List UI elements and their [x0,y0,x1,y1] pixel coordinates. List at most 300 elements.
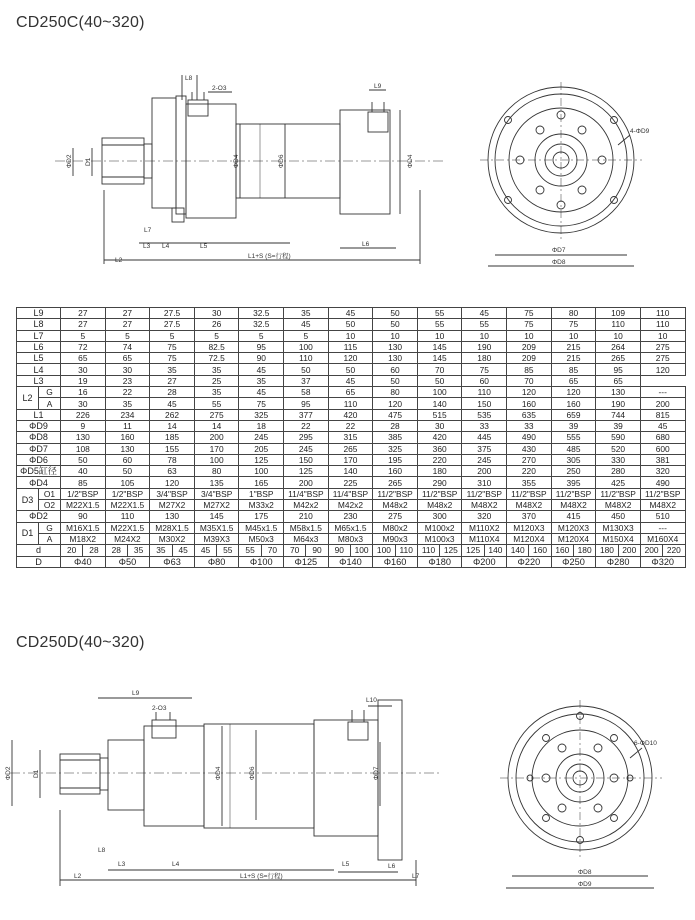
table-cell: 35 [150,545,172,556]
table-cell: 30 [105,364,150,375]
dim-d2: ΦD2 [5,766,12,780]
table-cell: 35 [239,375,284,386]
table-cell: 11/2"BSP [373,488,418,499]
table-cell: 120 [507,387,552,398]
table-cell: 115 [328,341,373,352]
table-cell: 180 [462,353,507,364]
table-cell: 25 [194,375,239,386]
table-cell: 110 [462,387,507,398]
table-cell: 50 [373,308,418,319]
table-cell: 180 [573,545,595,556]
table-cell: 381 [640,454,685,465]
table-cell: Φ220 [507,556,552,567]
table-cell: 200 [194,432,239,443]
table-cell: 45 [150,398,195,409]
table-row [17,477,686,488]
dim-l8: L8 [185,75,193,82]
table-cell: 35 [127,545,149,556]
table-cell: 125 [440,545,462,556]
table-cell: 30 [417,420,462,431]
table-cell: 555 [551,432,596,443]
table-cell: 18 [239,420,284,431]
table-cell: 65 [551,375,596,386]
table-cell: 209 [507,353,552,364]
table-cell: 11/2"BSP [640,488,685,499]
table-cell: 27 [105,308,150,319]
table-cell: 95 [284,398,329,409]
table-cell: M80x2 [373,522,418,533]
table-cell: 78 [150,454,195,465]
table-cell: 75 [462,364,507,375]
table-cell: 659 [551,409,596,420]
table-cell: 430 [507,443,552,454]
dim-l8: L8 [98,847,106,854]
table-cell: M64x3 [284,533,329,544]
table-cell: 250 [551,466,596,477]
table-cell: 10 [417,330,462,341]
dim-l10: L10 [366,697,377,704]
table-cell: M27X2 [150,500,195,511]
table-cell: 32.5 [239,319,284,330]
table-cell: 10 [373,330,418,341]
dim-d2: ΦD2 [66,154,73,168]
table-cell: 70 [261,545,283,556]
table-cell: M22X1.5 [61,500,106,511]
spec-table [16,307,686,568]
table-cell: 90 [328,545,350,556]
table-cell: 65 [596,375,641,386]
table-cell: 30 [61,398,106,409]
table-cell: 50 [328,319,373,330]
dim-l7: L7 [144,227,152,234]
table-cell: 30 [194,308,239,319]
table-cell: 27 [61,308,106,319]
table-cell: M58x1.5 [284,522,329,533]
row-label: L2 [17,387,39,410]
table-cell: M48X2 [596,500,641,511]
table-row [17,319,686,330]
table-cell: 55 [417,319,462,330]
row-sublabel: A [39,398,61,409]
table-cell: 150 [462,398,507,409]
dim-l7: L7 [412,873,420,880]
table-cell: Φ180 [417,556,462,567]
table-cell: 26 [194,319,239,330]
table-cell: 35 [284,308,329,319]
table-cell: 100 [194,454,239,465]
table-cell: 45 [328,308,373,319]
row-sublabel: O1 [39,488,61,499]
table-cell: 510 [640,511,685,522]
table-cell: 330 [596,454,641,465]
table-cell: 600 [640,443,685,454]
row-label: L6 [17,341,61,352]
table-cell: M110X4 [462,533,507,544]
table-cell: 290 [417,477,462,488]
dim-holes: 4-ΦD9 [630,128,650,135]
table-cell: 70 [284,545,306,556]
table-cell: 110 [640,308,685,319]
dim-holes: 6-ΦD10 [634,740,657,747]
table-cell: 95 [239,341,284,352]
table-cell: 55 [417,308,462,319]
table-cell: 75 [551,319,596,330]
table-cell: --- [640,522,685,533]
table-cell: 360 [417,443,462,454]
table-cell: M150X4 [596,533,641,544]
table-cell: 22 [328,420,373,431]
section-title-cd250d: CD250D(40~320) [16,634,145,651]
table-cell: 50 [417,375,462,386]
dim-l3: L3 [118,861,126,868]
table-cell: 125 [462,545,484,556]
table-cell: 14 [150,420,195,431]
row-label: L7 [17,330,61,341]
table-cell: 120 [328,353,373,364]
dim-d4-cap: ΦD4 [407,154,414,168]
table-cell: 55 [239,545,261,556]
table-cell: 280 [596,466,641,477]
table-cell: 130 [61,432,106,443]
table-row [17,375,686,386]
table-cell: 245 [239,432,284,443]
dim-2-o3: 2-O3 [152,705,167,712]
table-cell: M120X3 [551,522,596,533]
table-cell: M22X1.5 [105,500,150,511]
table-cell: 425 [596,477,641,488]
table-row [17,454,686,465]
table-row [17,545,686,556]
table-cell: 10 [640,330,685,341]
table-cell: 30 [61,364,106,375]
table-cell: 125 [284,466,329,477]
table-cell: 10 [551,330,596,341]
table-cell: 11/2"BSP [507,488,552,499]
table-cell: 275 [640,341,685,352]
table-cell: 33 [462,420,507,431]
table-cell: 75 [150,341,195,352]
table-row [17,308,686,319]
table-cell: 200 [640,398,685,409]
row-label: L4 [17,364,61,375]
table-cell: 75 [507,308,552,319]
table-cell: 320 [462,511,507,522]
table-cell: 385 [373,432,418,443]
table-cell: 100 [350,545,372,556]
table-cell: 130 [105,443,150,454]
table-cell: 230 [328,511,373,522]
table-cell: 39 [596,420,641,431]
dim-d1: D1 [33,769,40,778]
table-cell: 140 [417,398,462,409]
table-cell: 200 [284,477,329,488]
table-cell: 50 [105,466,150,477]
table-cell: 70 [417,364,462,375]
table-cell: Φ200 [462,556,507,567]
table-cell: M120X4 [507,533,552,544]
table-cell: 262 [150,409,195,420]
table-cell: 90 [61,511,106,522]
table-cell: 75 [507,319,552,330]
table-cell: M24X2 [105,533,150,544]
table-cell: 27 [61,319,106,330]
table-cell: 14 [194,420,239,431]
table-cell: M110X2 [462,522,507,533]
table-cell: --- [640,387,685,398]
table-cell: 220 [663,545,685,556]
table-cell: 105 [105,477,150,488]
table-cell: 450 [596,511,641,522]
table-cell: 50 [328,364,373,375]
table-row [17,409,686,420]
dim-d8: ΦD8 [552,259,566,266]
table-row [17,488,686,499]
table-cell: 200 [640,545,662,556]
table-cell: M39X3 [194,533,239,544]
table-cell: 490 [640,477,685,488]
end-view-cd250d [500,700,662,888]
table-cell: 65 [105,353,150,364]
table-cell: 160 [507,398,552,409]
dim-d6: ΦD6 [278,154,285,168]
table-cell: 63 [150,466,195,477]
table-cell: 265 [596,353,641,364]
table-cell: 1"BSP [239,488,284,499]
dim-d4: ΦD4 [215,766,222,780]
table-cell: 110 [328,398,373,409]
row-sublabel: A [39,533,61,544]
table-row [17,522,686,533]
table-cell: 80 [194,466,239,477]
table-cell: 27 [105,319,150,330]
dim-d4-head: ΦD4 [233,154,240,168]
table-cell: 5 [284,330,329,341]
table-cell: 305 [551,454,596,465]
table-cell: 185 [150,432,195,443]
table-cell: 295 [284,432,329,443]
drawing-cd250c [0,0,695,300]
table-cell: 32.5 [239,308,284,319]
table-cell: 5 [61,330,106,341]
table-cell: M22X1.5 [105,522,150,533]
dim-d6: ΦD6 [249,766,256,780]
table-cell: 130 [373,353,418,364]
table-cell: Φ63 [150,556,195,567]
table-cell: Φ80 [194,556,239,567]
table-cell: M33x2 [239,500,284,511]
table-cell: M35X1.5 [194,522,239,533]
table-cell: 490 [507,432,552,443]
table-cell: 265 [373,477,418,488]
table-cell: 60 [373,364,418,375]
table-cell: 140 [484,545,506,556]
table-cell: 5 [150,330,195,341]
table-cell: 1/2"BSP [105,488,150,499]
table-cell: 16 [61,387,106,398]
row-label: L1 [17,409,61,420]
table-cell: 370 [507,511,552,522]
table-cell: 40 [61,466,106,477]
table-cell: 90 [239,353,284,364]
table-cell: 325 [373,443,418,454]
table-cell: 120 [640,364,685,375]
row-sublabel: G [39,522,61,533]
row-sublabel: O2 [39,500,61,511]
table-cell: 264 [596,341,641,352]
drawing-cd250d [0,650,695,920]
table-row [17,533,686,544]
table-cell: Φ280 [596,556,641,567]
table-cell: 60 [105,454,150,465]
table-cell: 95 [596,364,641,375]
table-cell: 475 [373,409,418,420]
table-cell: 5 [194,330,239,341]
table-cell: 120 [373,398,418,409]
table-cell: M48X2 [462,500,507,511]
table-row [17,364,686,375]
table-cell: 10 [507,330,552,341]
table-cell: 160 [105,432,150,443]
table-cell: 65 [61,353,106,364]
table-cell: M42x2 [284,500,329,511]
dim-d9: ΦD9 [578,881,592,888]
table-cell: M80x3 [328,533,373,544]
table-cell: 325 [239,409,284,420]
table-cell: 45 [284,319,329,330]
table-cell: 65 [328,387,373,398]
table-cell: Φ125 [284,556,329,567]
table-cell: 275 [640,353,685,364]
table-cell: 80 [373,387,418,398]
table-cell: 130 [373,341,418,352]
table-cell: 225 [328,477,373,488]
table-cell: 145 [417,353,462,364]
table-cell: 200 [462,466,507,477]
table-cell: 377 [284,409,329,420]
table-cell: 45 [172,545,194,556]
section-title-cd250c: CD250C(40~320) [16,14,145,31]
table-cell: 190 [462,341,507,352]
table-cell: 635 [507,409,552,420]
table-cell: 220 [507,466,552,477]
table-cell: 109 [596,308,641,319]
table-cell: 220 [417,454,462,465]
table-row [17,500,686,511]
table-cell: 45 [640,420,685,431]
table-cell: 28 [150,387,195,398]
table-cell: 145 [194,511,239,522]
table-cell: 45 [194,545,216,556]
table-cell: 1/2"BSP [61,488,106,499]
table-cell: M48x2 [417,500,462,511]
table-cell: 5 [239,330,284,341]
table-row [17,466,686,477]
table-cell: 680 [640,432,685,443]
table-cell: 270 [507,454,552,465]
table-cell: 85 [551,364,596,375]
table-cell: 75 [150,353,195,364]
table-cell: 50 [373,319,418,330]
table-cell: M100x3 [417,533,462,544]
table-cell: 190 [596,398,641,409]
dim-d7: ΦD7 [373,766,380,780]
table-cell: 245 [462,454,507,465]
table-cell: 170 [328,454,373,465]
table-cell: Φ50 [105,556,150,567]
table-cell: 110 [596,319,641,330]
table-cell: M65x1.5 [328,522,373,533]
table-cell: 320 [640,466,685,477]
table-cell: M27X2 [194,500,239,511]
table-cell: 300 [417,511,462,522]
table-cell: 160 [529,545,551,556]
row-label: ΦD5缸径 [17,466,61,477]
table-cell: 125 [239,454,284,465]
row-label: L5 [17,353,61,364]
table-cell: 108 [61,443,106,454]
table-cell: 11/4"BSP [284,488,329,499]
table-cell: M48X2 [551,500,596,511]
row-label: D [17,556,61,567]
table-cell: M130X3 [596,522,641,533]
table-cell: 27.5 [150,319,195,330]
dim-l2: L2 [115,257,123,264]
table-cell: 11/2"BSP [417,488,462,499]
table-cell: M48X2 [507,500,552,511]
table-cell: 275 [373,511,418,522]
table-cell: 10 [462,330,507,341]
table-cell: 130 [150,511,195,522]
table-row [17,420,686,431]
table-cell: 165 [239,477,284,488]
table-cell: 180 [596,545,618,556]
table-cell: 275 [194,409,239,420]
dim-l5: L5 [342,861,350,868]
table-cell: 590 [596,432,641,443]
table-cell: 395 [551,477,596,488]
table-cell: 72 [61,341,106,352]
table-cell: 50 [61,454,106,465]
table-cell: 28 [373,420,418,431]
table-cell: M50x3 [239,533,284,544]
table-cell: 175 [239,511,284,522]
table-cell: 74 [105,341,150,352]
table-cell: M48X2 [640,500,685,511]
table-cell: 80 [551,308,596,319]
table-cell: 39 [551,420,596,431]
table-cell: Φ140 [328,556,373,567]
table-row [17,330,686,341]
table-cell: 22 [284,420,329,431]
table-cell: 75 [239,398,284,409]
table-cell: Φ250 [551,556,596,567]
table-cell: 200 [618,545,640,556]
table-cell: 20 [61,545,83,556]
table-cell: 226 [61,409,106,420]
table-row [17,556,686,567]
table-cell: 195 [373,454,418,465]
table-cell: 245 [284,443,329,454]
table-cell: 310 [462,477,507,488]
table-row [17,511,686,522]
table-cell: 485 [551,443,596,454]
table-cell: 11/2"BSP [551,488,596,499]
table-cell: 23 [105,375,150,386]
table-cell: 82.5 [194,341,239,352]
table-cell: 3/4"BSP [150,488,195,499]
table-cell: 155 [150,443,195,454]
table-cell: 420 [328,409,373,420]
